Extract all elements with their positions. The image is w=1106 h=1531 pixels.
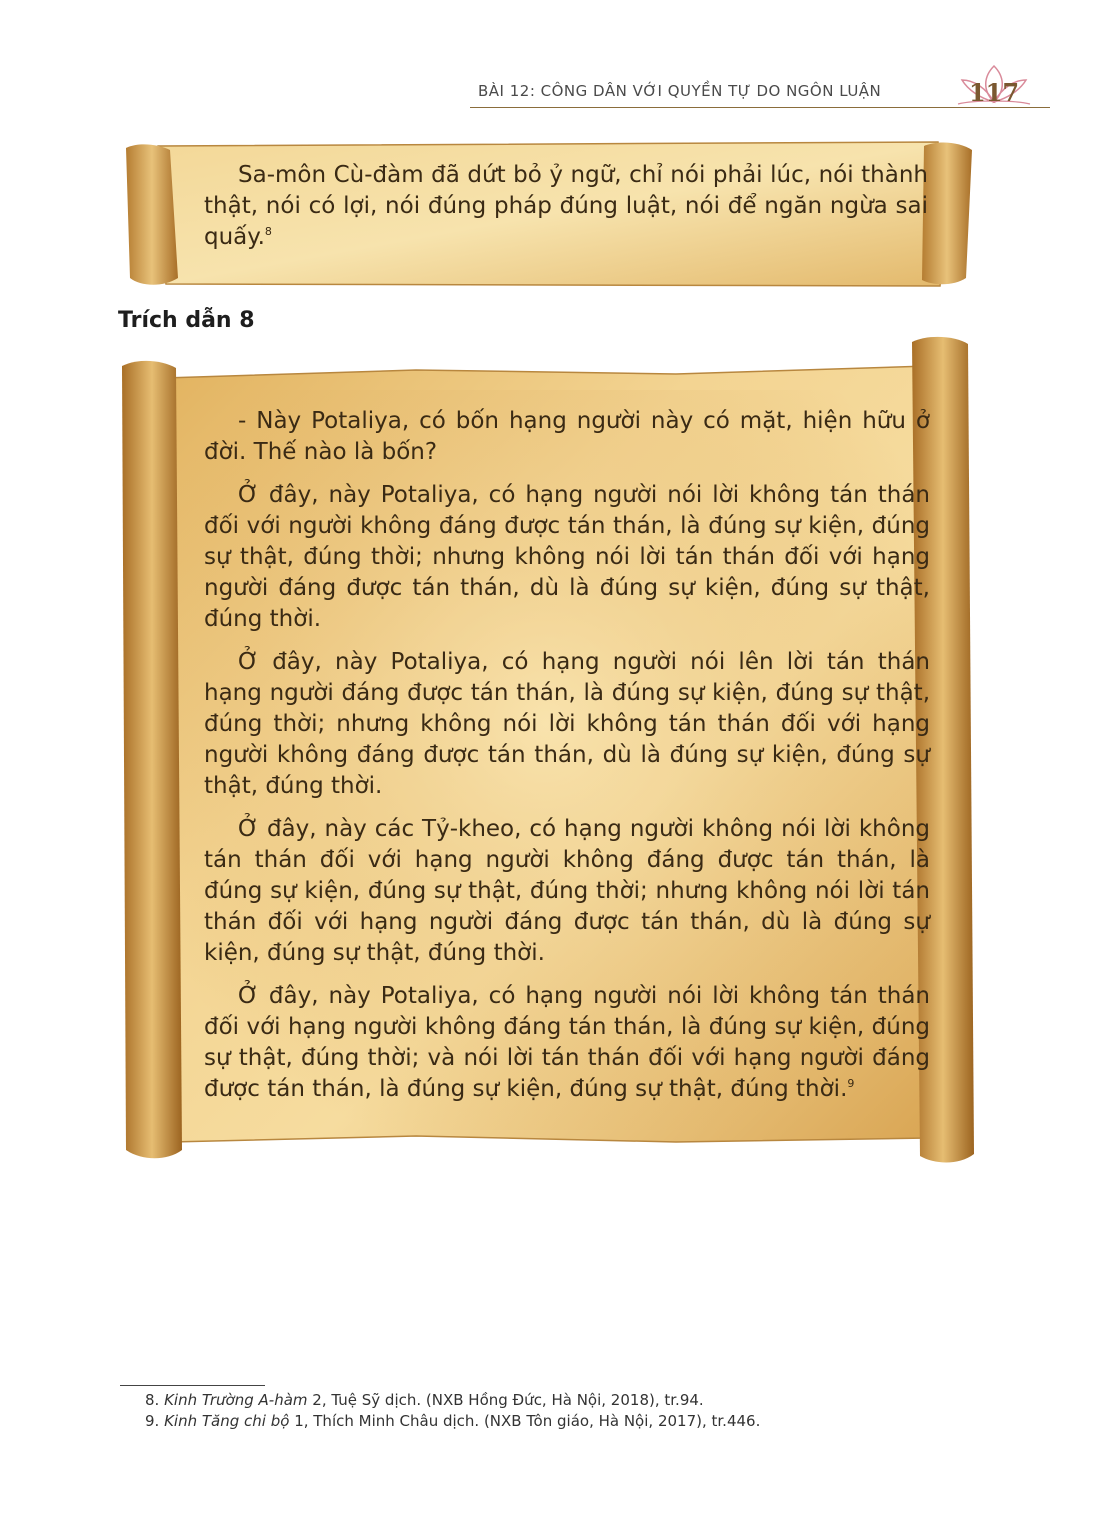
scroll1-text: Sa-môn Cù-đàm đã dứt bỏ ỷ ngữ, chỉ nói phải lúc, nói thành thật, nói có lợi, nói đúng pháp đúng luật, nói để ngăn ngừa sai quấy.$^8$ xyxy=(204,162,928,250)
chapter-title: BÀI 12: CÔNG DÂN VỚI QUYỀN TỰ DO NGÔN LUẬN xyxy=(478,82,882,100)
scroll2-paragraph-1: - Này Potaliya, có bốn hạng người này có mặt, hiện hữu ở đời. Thế nào là bốn? xyxy=(204,408,930,465)
footnotes xyxy=(145,1390,760,1432)
footnote-ref-8: 8 xyxy=(264,225,272,238)
scroll2-paragraph-4: Ở đây, này các Tỷ-kheo, có hạng người không nói lời không tán thán đối với hạng người không đáng được tán thán, là đúng sự kiện, đúng sự thật, đúng thời; nhưng không nói lời tán thán đối với hạng người đáng được tán thán, dù là đúng sự kiện, đúng sự thật, đúng thời. xyxy=(204,816,930,966)
scroll2-paragraph-3: Ở đây, này Potaliya, có hạng người nói lên lời tán thán hạng người đáng được tán thán, là đúng sự kiện, đúng sự thật, đúng thời; nhưng không nói lời không tán thán đối với hạng người không đáng được tán thán, dù là đúng sự kiện, đúng sự thật, đúng thời. xyxy=(204,649,930,799)
footnote-9: 9. Kinh Tăng chi bộ 1, Thích Minh Châu dịch. (NXB Tôn giáo, Hà Nội, 2017), tr.446. xyxy=(145,1412,761,1430)
section-heading: Trích dẫn 8 xyxy=(118,308,255,333)
footnote-8: 8. Kinh Trường A-hàm 2, Tuệ Sỹ dịch. (NXB Hồng Đức, Hà Nội, 2018), tr.94. xyxy=(145,1391,704,1409)
footnote-rule xyxy=(120,1385,265,1386)
footnote-ref-9: 9 xyxy=(847,1077,855,1090)
quote-scroll-1 xyxy=(118,138,980,290)
page-header xyxy=(470,76,1050,116)
scroll2-paragraph-2: Ở đây, này Potaliya, có hạng người nói lời không tán thán đối với người không đáng được tán thán, là đúng sự kiện, đúng sự thật, đúng thời; nhưng không nói lời tán thán đối với hạng người đáng được tán thán, dù là đúng sự kiện, đúng sự thật, đúng thời. xyxy=(204,482,930,632)
scroll2-paragraph-5: Ở đây, này Potaliya, có hạng người nói lời không tán thán đối với hạng người không đáng tán thán, là đúng sự kiện, đúng sự thật, đúng thời; và nói lời tán thán đối với hạng người đáng được tán thán, là đúng sự kiện, đúng sự thật, đúng thời.$^9$ xyxy=(204,983,930,1102)
page-number: 117 xyxy=(968,78,1020,107)
quote-scroll-2 xyxy=(116,330,980,1176)
